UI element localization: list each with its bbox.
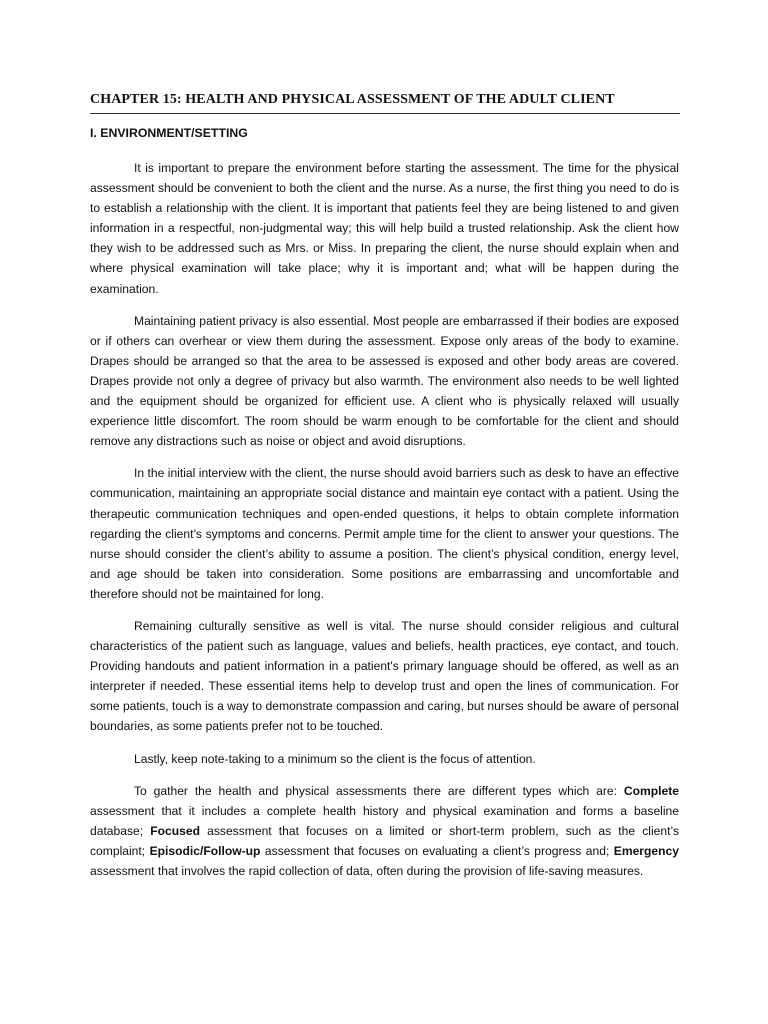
section-heading: I. ENVIRONMENT/SETTING xyxy=(90,126,248,140)
term-complete: Complete xyxy=(623,783,679,798)
paragraph-note-taking: Lastly, keep note-taking to a minimum so the client is the focus of attention. xyxy=(134,751,536,766)
paragraph-privacy: Maintaining patient privacy is also essential. Most people are embarrassed if their bodies are exposed or if others can overhear or view them during the assessment. Expose only areas of the body to examine. Drapes should be arranged so that the area to be assessed is exposed and other body areas are covered. Drapes provide not only a degree of privacy but also warmth. The environment also needs to be well lighted and the equipment should be organized for efficient use. A client who is physically relaxed will usually experience little discomfort. The room should be warm enough to be comfortable for the client and should remove any distractions such as noise or object and avoid disruptions. xyxy=(90,313,679,449)
desc-emergency: assessment that involves the rapid collection of data, often during the provision of life-saving measures. xyxy=(90,864,644,878)
desc-focused: assessment that focuses on a limited or short-term problem, such as the client’s complaint; xyxy=(90,823,679,858)
title-underline xyxy=(90,113,680,114)
body-text xyxy=(90,158,679,893)
paragraph-interview: In the initial interview with the client, the nurse should avoid barriers such as desk to have an effective communication, maintaining an appropriate social distance and maintain eye contact with a patient. Using the therapeutic communication techniques and open-ended questions, it helps to obtain complete information regarding the client’s symptoms and concerns. Permit ample time for the client to answer your questions. The nurse should consider the client’s ability to assume a position. The client’s physical condition, energy level, and age should be taken into consideration. Some positions are embarrassing and uncomfortable and therefore should not be maintained for long. xyxy=(90,466,679,601)
assessment-intro: To gather the health and physical assessments there are different types which are: xyxy=(134,783,617,798)
term-episodic: Episodic/Follow-up xyxy=(149,843,261,858)
desc-complete: assessment that it includes a complete health history and physical examination and forms a baseline database; xyxy=(90,803,679,838)
paragraph-environment: It is important to prepare the environment before starting the assessment. The time for the physical assessment should be convenient to both the client and the nurse. As a nurse, the first thing you need to do is to establish a relationship with the client. It is important that patients feel they are being listened to and given information in a respectful, non-judgmental way; this will help build a trusted relationship. Ask the client how they wish to be addressed such as Mrs. or Miss. In preparing the client, the nurse should explain when and where physical examination will take place; why it is important and; what will be happen during the examination. xyxy=(90,161,679,296)
chapter-title: CHAPTER 15: HEALTH AND PHYSICAL ASSESSMENT OF THE ADULT CLIENT xyxy=(90,92,615,107)
paragraph-assessment-types xyxy=(90,781,679,881)
paragraph-cultural: Remaining culturally sensitive as well is vital. The nurse should consider religious and cultural characteristics of the patient such as language, values and beliefs, health practices, eye contact, and touch. Providing handouts and patient information in a patient's primary language should be offered, as well as an interpreter if needed. These essential items help to develop trust and open the lines of communication. For some patients, touch is a way to demonstrate compassion and caring, but nurses should be aware of personal boundaries, as some patients prefer not to be touched. xyxy=(90,618,679,734)
term-focused: Focused xyxy=(150,823,200,838)
desc-episodic: assessment that focuses on evaluating a client’s progress and; xyxy=(264,843,610,858)
term-emergency: Emergency xyxy=(613,843,679,858)
